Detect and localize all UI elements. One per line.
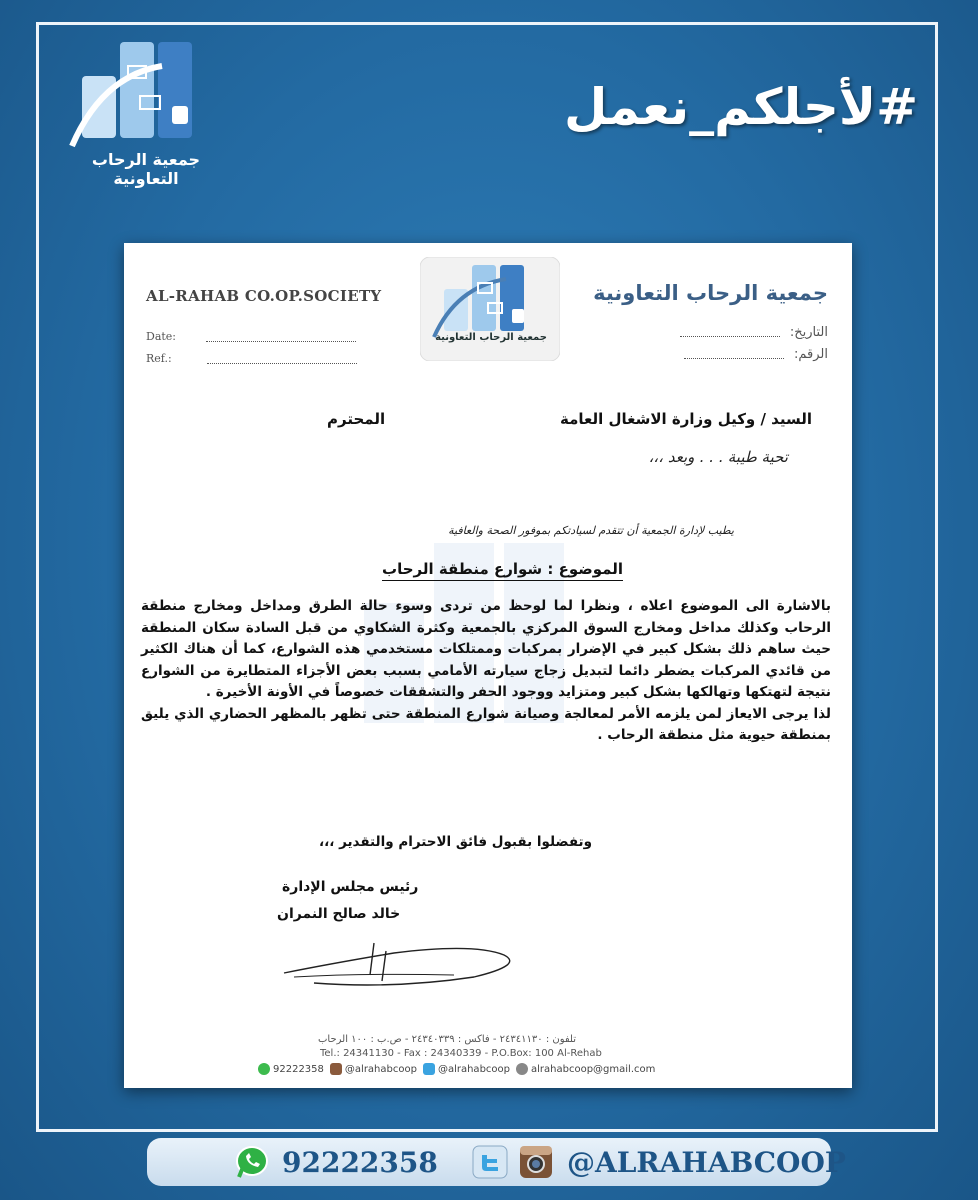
letter-body — [141, 596, 831, 747]
ref-dots — [207, 355, 357, 364]
handwritten-signature-icon — [274, 933, 534, 993]
whatsapp-icon — [258, 1063, 270, 1075]
footer-line-en: Tel.: 24341130 - Fax : 24340339 - P.O.Box: 100 Al-Rehab — [320, 1048, 602, 1059]
footer-email-address: alrahabcoop@gmail.com — [531, 1063, 656, 1075]
addressee: السيد / وكيل وزارة الاشغال العامة — [560, 410, 812, 428]
ref-field-ar — [684, 347, 828, 362]
letter-document — [124, 243, 852, 1088]
bottom-contact-bar — [147, 1138, 846, 1186]
footer-contacts — [258, 1063, 655, 1075]
letterhead-logo-caption: جمعية الرحاب التعاونية — [435, 332, 547, 343]
date-field — [146, 330, 356, 343]
body-paragraph-2: لذا يرجى الايعاز لمن يلزمه الأمر لمعالجة وصيانة شوارع المنطقة حتى تظهر بالمظهر الحضاري الذي يليق بمنطقة حيوية مثل منطقة الرحاب . — [141, 705, 831, 743]
instagram-icon — [330, 1063, 342, 1075]
email-icon — [516, 1063, 528, 1075]
hashtag-title: #لأجلكم_نعمل — [563, 78, 918, 136]
letterhead-logo-icon — [420, 257, 560, 361]
date-dots-ar — [680, 328, 780, 337]
twitter-icon — [472, 1145, 508, 1179]
twitter-icon — [423, 1063, 435, 1075]
date-field-ar — [680, 325, 828, 340]
footer-instagram-handle: @alrahabcoop — [344, 1063, 417, 1075]
letterhead-name-en: AL-RAHAB CO.OP.SOCIETY — [146, 287, 382, 305]
ref-dots-ar — [684, 350, 784, 359]
top-logo-caption: جمعية الرحاب التعاونية — [91, 150, 201, 188]
footer-whatsapp-number: 92222358 — [273, 1063, 324, 1075]
ref-field — [146, 352, 357, 365]
signature-title: رئيس مجلس الإدارة — [282, 879, 419, 895]
footer-twitter-handle: @alrahabcoop — [437, 1063, 510, 1075]
bottom-social-handle[interactable]: @ALRAHABCOOP — [567, 1146, 846, 1179]
ref-label: Ref.: — [146, 352, 172, 365]
closing-line: وتفضلوا بقبول فائق الاحترام والتقدير ،،، — [318, 834, 592, 850]
date-dots — [206, 333, 356, 342]
footer-email — [516, 1063, 655, 1075]
intro-line: يطيب لإدارة الجمعية أن تتقدم لسيادتكم بموفور الصحة والعافية — [448, 524, 734, 537]
footer-line-ar: تلفون : ٢٤٣٤١١٣٠ - فاكس : ٢٤٣٤٠٣٣٩ - ص.ب : ١٠٠ الرحاب — [318, 1034, 577, 1045]
footer-twitter — [423, 1063, 510, 1075]
instagram-icon — [519, 1145, 553, 1179]
subject-line: الموضوع : شوارع منطقة الرحاب — [382, 560, 623, 581]
respected-label: المحترم — [327, 410, 386, 428]
bottom-phone-number[interactable]: 92222358 — [282, 1146, 438, 1179]
ref-label-ar: الرقم: — [794, 347, 828, 362]
date-label: Date: — [146, 330, 177, 343]
footer-instagram — [330, 1063, 417, 1075]
signature-name: خالد صالح النمران — [277, 906, 401, 922]
body-paragraph-1: بالاشارة الى الموضوع اعلاه ، ونظرا لما لوحظ من تردى وسوء حالة الطرق ومداخل ومخارج منطقة الرحاب وكذلك مداخل ومخارج السوق المركزي بالجمعية وكثرة الشكاوي من قبل السادة سكان المنطقة حيث ساهم ذلك بشكل كبير في الإضرار بمركبات وممتلكات مستخدمي هذه الشوارع، كما أن هناك الكثير من قائدي المركبات يضطر دائما لتبديل زجاج سيارته الأمامي بسبب بعض الأجزاء المتطايرة من الشوارع نتيجة لتهتكها وتهالكها بشكل كبير ومتزايد ووجود الحفر والتشققات خصوصاً في الأونة الأخيرة . — [141, 598, 831, 700]
date-label-ar: التاريخ: — [789, 325, 828, 340]
letterhead-name-ar: جمعية الرحاب التعاونية — [593, 281, 828, 305]
whatsapp-icon — [233, 1145, 271, 1179]
footer-whatsapp — [258, 1063, 324, 1075]
greeting: تحية طيبة . . . وبعد ،،، — [648, 448, 788, 466]
